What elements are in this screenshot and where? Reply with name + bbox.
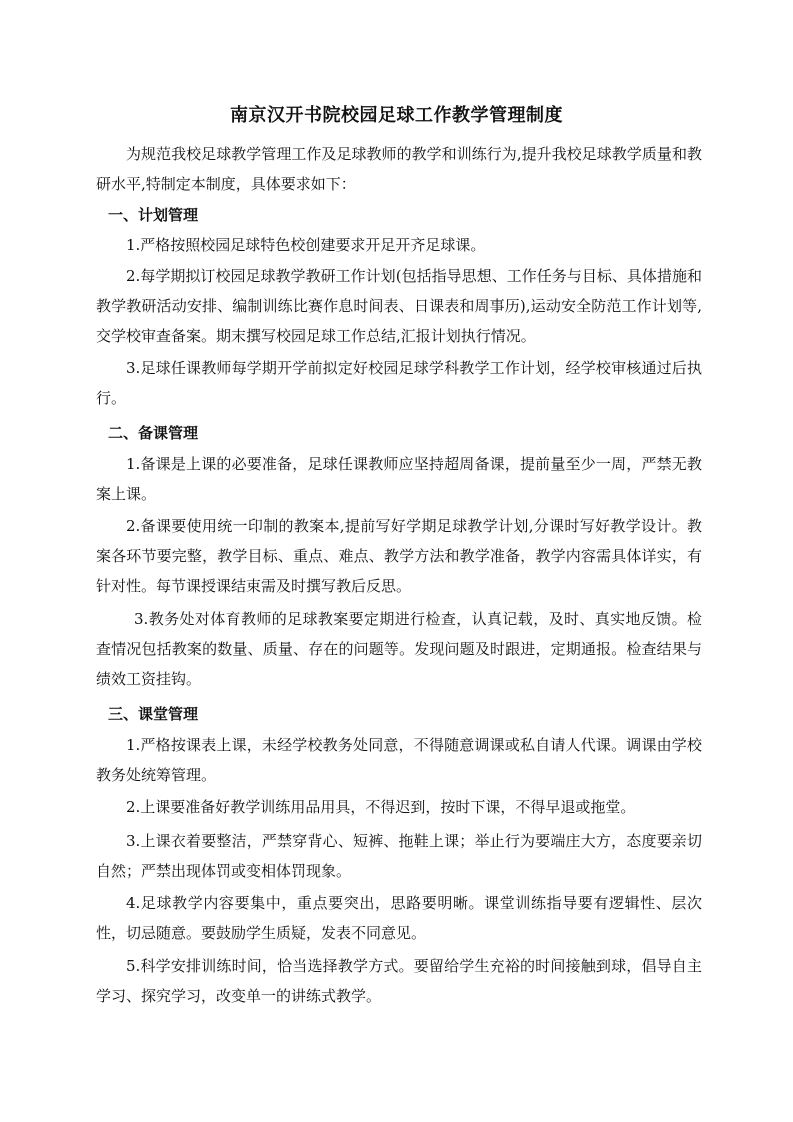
plan-item-3: 3.足球任课教师每学期开学前拟定好校园足球学科教学工作计划，经学校审核通过后执行。	[96, 359, 702, 407]
class-item-5: 5.科学安排训练时间，恰当选择教学方式。要留给学生充裕的时间接触到球，倡导自主学习、探究学习，改变单一的讲练式教学。	[96, 957, 702, 1005]
class-item-4: 4.足球教学内容要集中，重点要突出，思路要明晰。课堂训练指导要有逻辑性、层次性，切忌随意。要鼓励学生质疑，发表不同意见。	[96, 894, 702, 942]
prep-item-3: 3.教务处对体育教师的足球教案要定期进行检查，认真记载，及时、真实地反馈。检查情况包括教案的数量、质量、存在的问题等。发现问题及时跟进，定期通报。检查结果与绩效工资挂钩。	[96, 610, 702, 688]
class-item-1: 1.严格按课表上课，未经学校教务处同意，不得随意调课或私自请人代课。调课由学校教务处统筹管理。	[96, 736, 702, 784]
class-item-3: 3.上课衣着要整洁，严禁穿背心、短裤、拖鞋上课；举止行为要端庄大方，态度要亲切自然；严禁出现体罚或变相体罚现象。	[96, 832, 702, 880]
prep-item-1: 1.备课是上课的必要准备，足球任课教师应坚持超周备课，提前量至少一周，严禁无教案上课。	[96, 455, 702, 503]
class-item-2: 2.上课要准备好教学训练用品用具，不得迟到，按时下课，不得早退或拖堂。	[126, 798, 636, 816]
section-heading-plan: 一、计划管理	[108, 206, 199, 224]
section-heading-prep: 二、备课管理	[108, 424, 199, 442]
plan-item-1: 1.严格按照校园足球特色校创建要求开足开齐足球课。	[126, 236, 486, 254]
prep-item-2: 2.备课要使用统一印制的教案本,提前写好学期足球教学计划,分课时写好教学设计。教案各环节要完整，教学目标、重点、难点、教学方法和教学准备，教学内容需具体详实，有针对性。每节课授课结束需及时撰写教后反思。	[96, 517, 702, 595]
plan-item-2: 2.每学期拟订校园足球教学教研工作计划(包括指导思想、工作任务与目标、具体措施和教学教研活动安排、编制训练比赛作息时间表、日课表和周事历),运动安全防范工作计划等,交学校审查备案。期末撰写校园足球工作总结,汇报计划执行情况。	[96, 267, 702, 345]
document-title: 南京汉开书院校园足球工作教学管理制度	[230, 105, 563, 126]
section-heading-class: 三、课堂管理	[108, 705, 199, 723]
intro-paragraph: 为规范我校足球教学管理工作及足球教师的教学和训练行为,提升我校足球教学质量和教研水平,特制定本制度，具体要求如下：	[96, 145, 702, 193]
